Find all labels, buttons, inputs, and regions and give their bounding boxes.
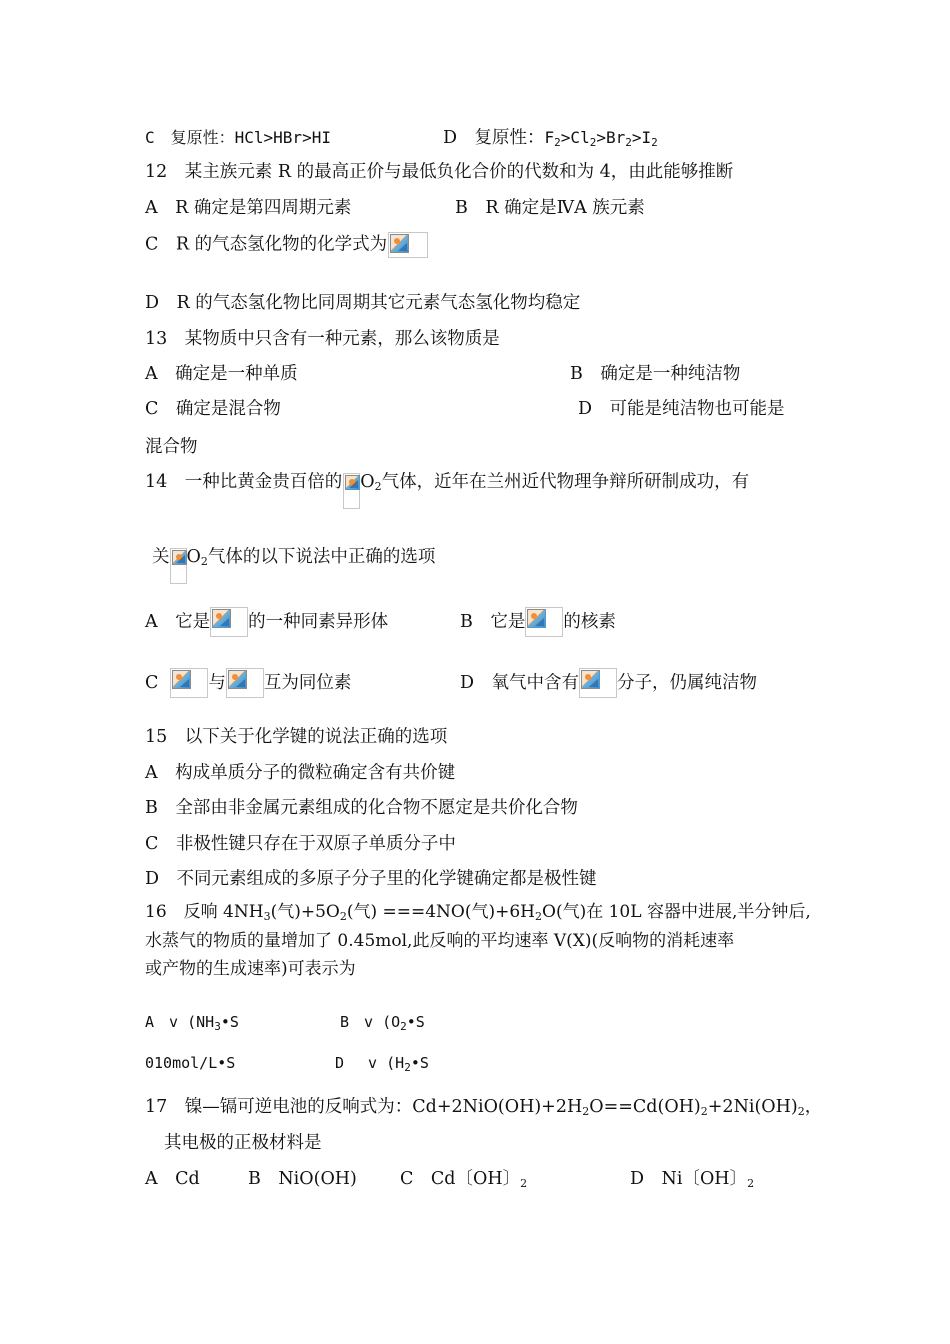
q16-stem-line3: 或产物的生成速率)可表示为 — [145, 959, 356, 979]
q13-option-c: C 确定是混合物 — [145, 399, 281, 419]
q14-stem-line2: 关 $O_2$气体的以下说法中正确的选项 — [152, 545, 435, 584]
q14-stem: 14 一种比黄金贵百倍的 $O_2$气体，近年在兰州近代物理争辩所研制成功，有 — [145, 470, 749, 509]
q14-option-c: C 与 互为同位素 — [145, 668, 351, 698]
q12-stem: 12 某主族元素 R 的最高正价与最低负化合价的代数和为 4，由此能够推断 — [145, 162, 734, 182]
q14-option-b: B 它是 的核素 — [460, 607, 616, 637]
q15-stem: 15 以下关于化学键的说法正确的选项 — [145, 727, 448, 747]
q11-option-c: C 复原性：HCl>HBr>HI — [145, 128, 331, 147]
q14-option-a: A 它是 的一种同素异形体 — [145, 607, 388, 637]
q11-option-d — [443, 126, 658, 150]
q15-option-a: A 构成单质分子的微粒确定含有共价键 — [145, 763, 456, 783]
broken-image-icon — [343, 473, 360, 509]
q13-option-b: B 确定是一种纯洁物 — [570, 364, 741, 384]
broken-image-icon — [226, 668, 264, 698]
q14-option-d: D 氧气中含有 分子，仍属纯洁物 — [460, 668, 757, 698]
q16-option-c: 010mol/L•S — [145, 1054, 236, 1072]
q15-option-d: D 不同元素组成的多原子分子里的化学键确定都是极性键 — [145, 869, 597, 889]
q16-option-b: B v ($O_2•S$ — [340, 1013, 425, 1033]
q12-option-c-text: C R 的气态氢化物的化学式为 — [145, 234, 388, 255]
q15-option-b: B 全部由非金属元素组成的化合物不愿定是共价化合物 — [145, 798, 578, 818]
o2-formula: O — [186, 547, 201, 567]
q12-option-c — [145, 232, 428, 258]
broken-image-icon — [579, 668, 617, 698]
q16-option-a: A v ($NH_3•S$ — [145, 1013, 239, 1033]
broken-image-icon — [388, 232, 428, 258]
q11-option-d-formula: $F_2>Cl_2>Br_2>I_2$ — [544, 128, 658, 149]
q17-option-b: B NiO(OH) — [248, 1169, 357, 1189]
q12-option-a: A R 确定是第四周期元素 — [145, 198, 352, 218]
q13-option-d: D 可能是纯洁物也可能是 — [578, 399, 785, 419]
q17-option-a: A Cd — [145, 1169, 200, 1189]
q17-stem-line2: 其电极的正极材料是 — [164, 1133, 322, 1153]
q12-option-d: D R 的气态氢化物比同周期其它元素气态氢化物均稳定 — [145, 293, 581, 313]
q12-option-b: B R 确定是ⅣA 族元素 — [455, 198, 645, 218]
o2-formula: O — [360, 472, 375, 492]
broken-image-icon — [525, 607, 563, 637]
q16-stem-line2: 水蒸气的物质的量增加了 0.45mol,此反响的平均速率 V(X)(反响物的消耗速率 — [145, 931, 735, 951]
q16-stem-line1: 16 反响 $4NH_3$(气)$+5O_2$(气) ===4NO(气)$+6H_2O$(气)在 10L 容器中进展,半分钟后, — [145, 902, 811, 923]
q17-option-d: D Ni〔OH〕$_2$ — [630, 1169, 755, 1190]
broken-image-icon — [210, 607, 248, 637]
q17-stem: 17 镍—镉可逆电池的反响式为：$Cd+2NiO(OH)+2H_2O==Cd(OH)_2+2Ni(OH)_2$， — [145, 1097, 823, 1118]
q13-option-a: A 确定是一种单质 — [145, 364, 298, 384]
q16-option-d: D v ($H_2•S$ — [335, 1054, 429, 1074]
broken-image-icon — [170, 548, 187, 584]
q15-option-c: C 非极性键只存在于双原子单质分子中 — [145, 834, 456, 854]
q13-stem: 13 某物质中只含有一种元素，那么该物质是 — [145, 329, 500, 349]
q17-option-c: C Cd〔OH〕$_2$ — [400, 1169, 528, 1190]
broken-image-icon — [170, 668, 208, 698]
q13-option-d-continued: 混合物 — [145, 437, 198, 457]
q11-option-d-label: D 复原性： — [443, 128, 545, 148]
